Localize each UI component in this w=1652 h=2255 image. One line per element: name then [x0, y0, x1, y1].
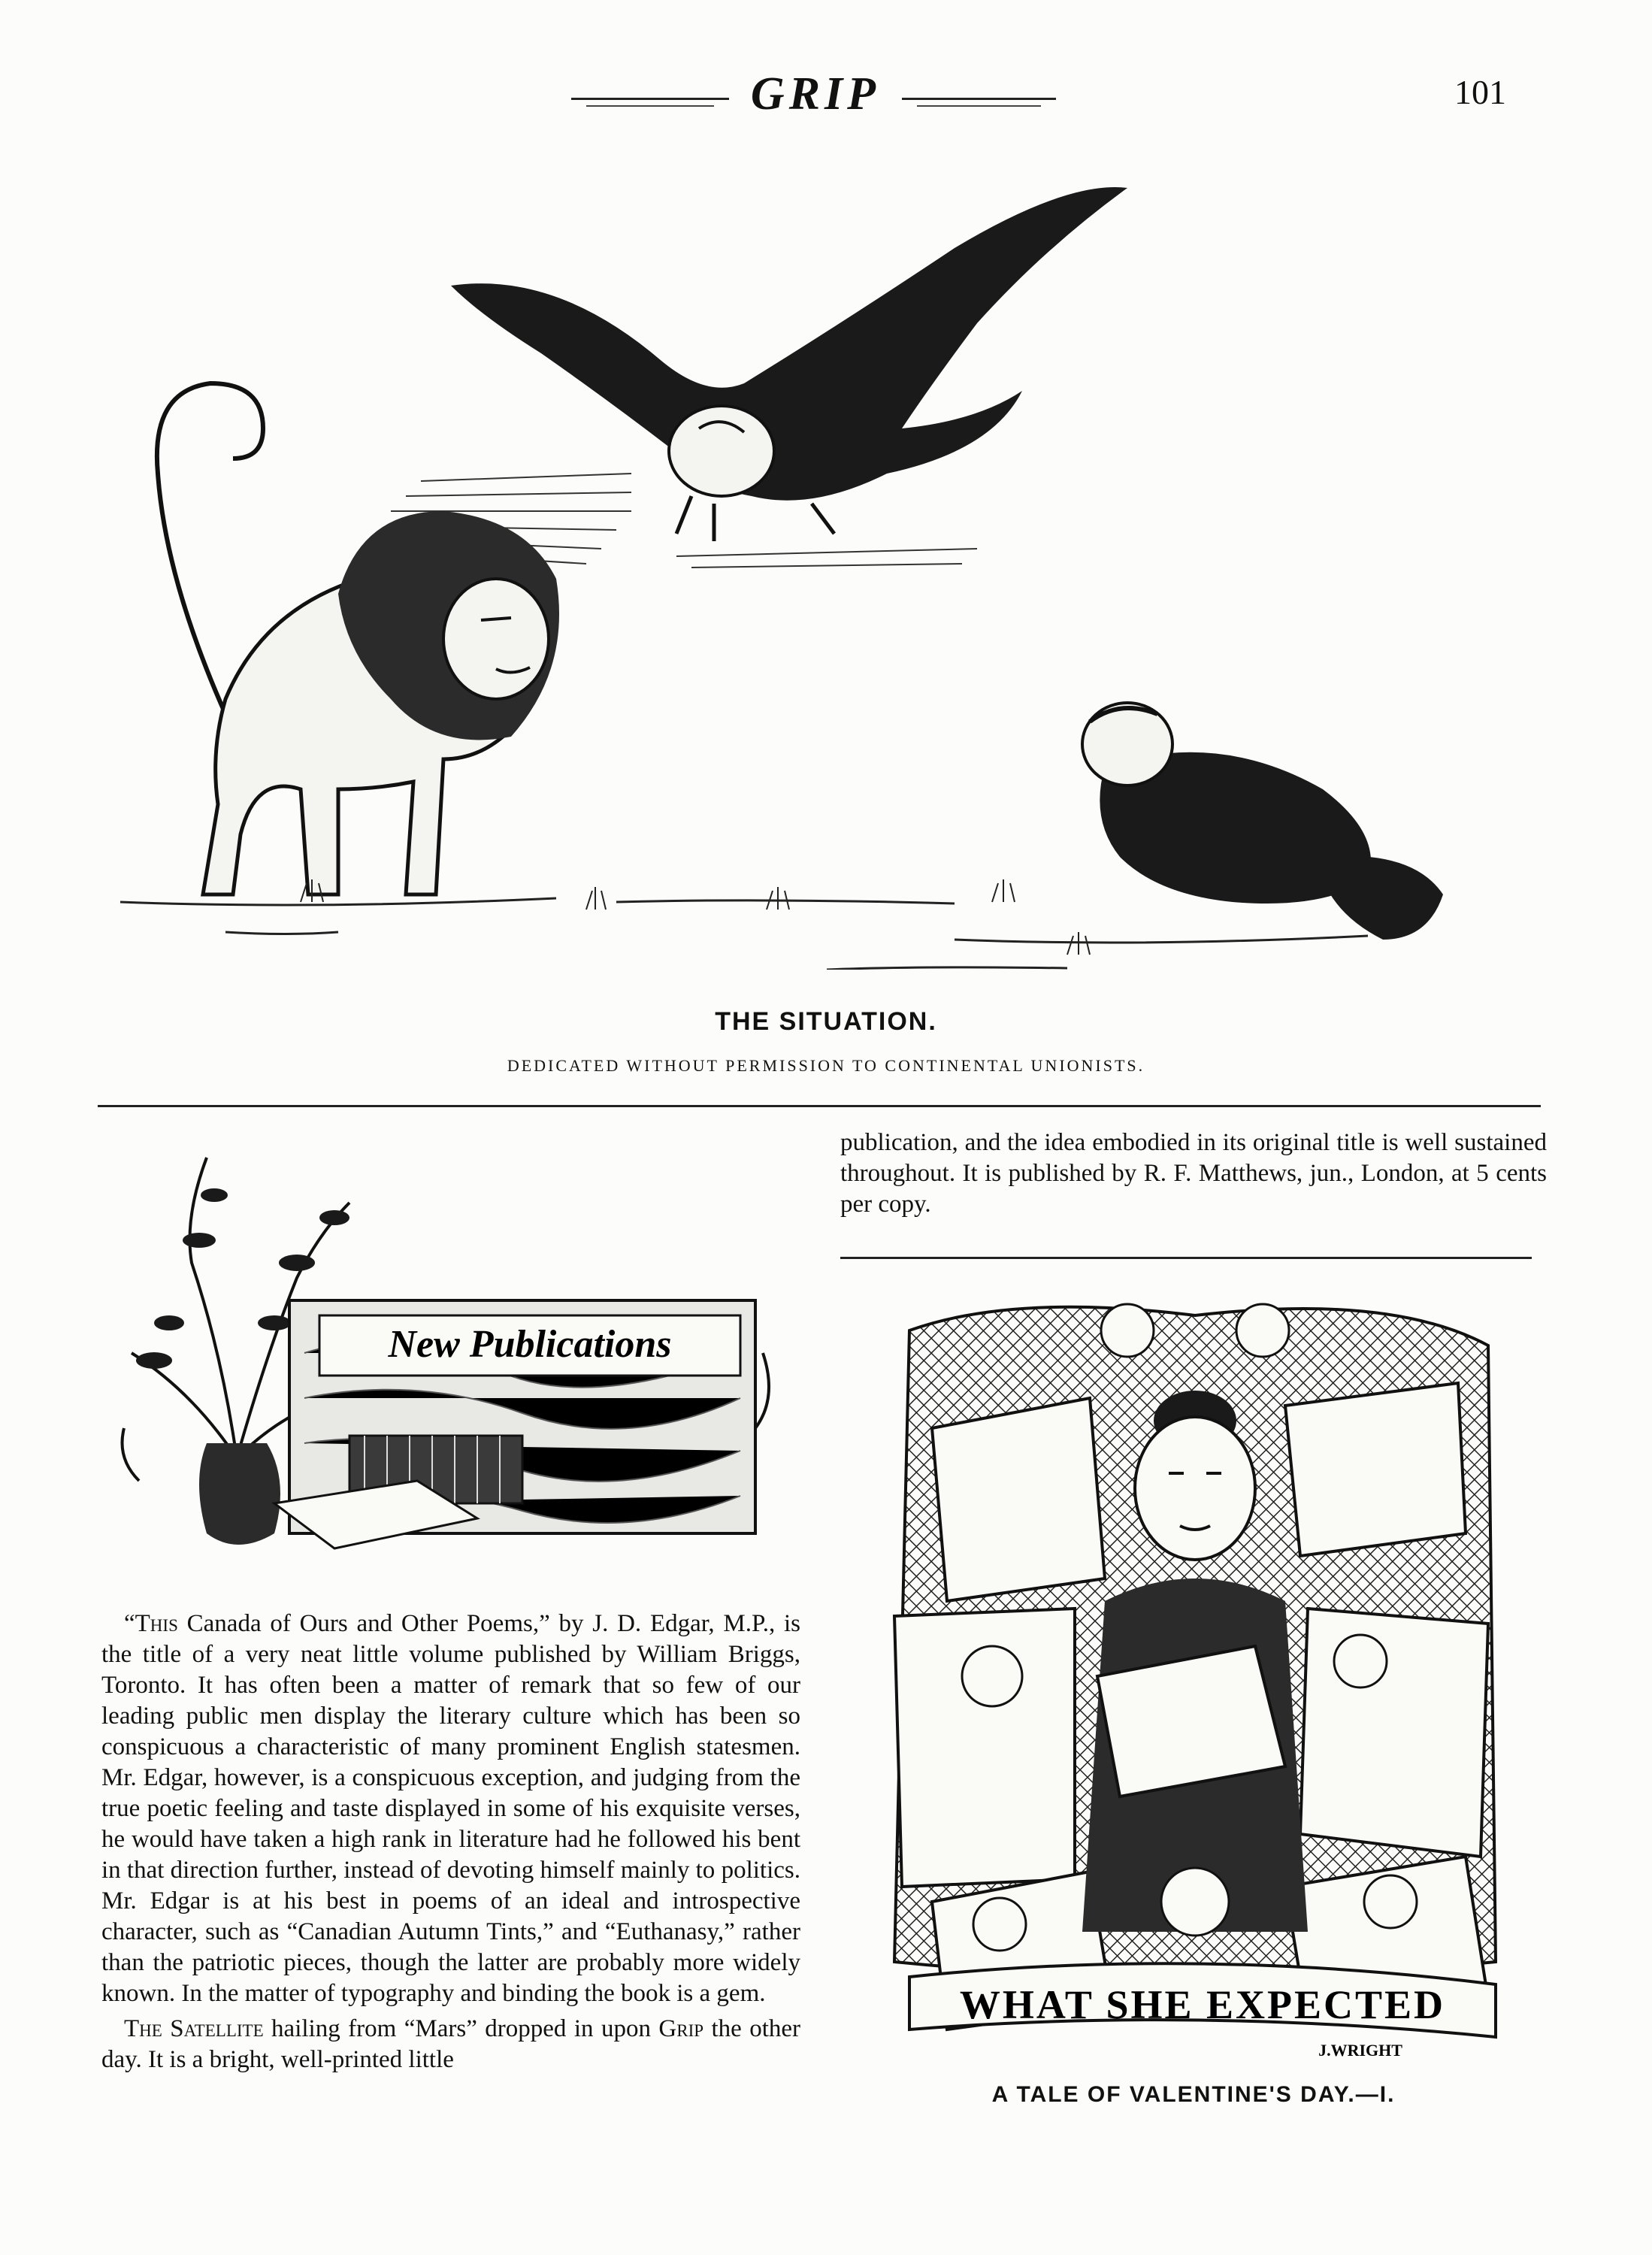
- lion-figure: [157, 383, 559, 894]
- ground-lines: [120, 898, 1368, 970]
- grip-mention: Grip: [658, 2015, 704, 2042]
- satellite-text: hailing from “Mars” dropped in upon: [263, 2015, 659, 2042]
- new-publications-illustration: [101, 1128, 778, 1594]
- masthead: [0, 68, 1652, 135]
- left-column-text: [101, 1609, 800, 2075]
- valentine-caption: A TALE OF VALENTINE'S DAY.—I.: [991, 2082, 1396, 2107]
- satellite-continuation: publication, and the idea embodied in its original title is well sustained throughout. It is published by R. F. Matthews, jun., London, at 5 cents per copy.: [840, 1129, 1547, 1218]
- masthead-rule-left: [571, 98, 729, 100]
- vase: [199, 1443, 280, 1545]
- ribbon-right: [755, 1353, 769, 1428]
- artist-signature: J.WRIGHT: [1318, 2041, 1402, 2060]
- right-column-divider: [840, 1257, 1532, 1259]
- satellite-text-end: the other day. It is a bright, well-printed little: [101, 2015, 801, 2073]
- valentine-illustration: [864, 1285, 1526, 2060]
- cartoon-illustration: [90, 158, 1488, 970]
- masthead-rule-right: [902, 98, 1056, 100]
- cartoon-the-situation: [90, 158, 1488, 970]
- page-number: 101: [1454, 73, 1506, 111]
- right-column-text: [840, 1128, 1547, 1220]
- cartoon-caption: THE SITUATION.: [715, 1007, 937, 1036]
- satellite-paragraph: [101, 2014, 800, 2075]
- review-paragraph: [101, 1609, 800, 2009]
- eagle-figure: [451, 187, 1127, 541]
- ribbon-left: [123, 1428, 140, 1481]
- masthead-title: GRIP: [750, 68, 881, 120]
- valentine-banner-text: WHAT SHE EXPECTED: [959, 1982, 1446, 2027]
- cartoon-subcaption: DEDICATED WITHOUT PERMISSION TO CONTINENTAL UNIONISTS.: [507, 1056, 1145, 1075]
- banner-text: New Publications: [388, 1323, 672, 1366]
- review-lead-words: “This: [124, 1610, 178, 1637]
- beaver-figure: [1082, 703, 1443, 940]
- valentine-cartoon: [864, 1285, 1526, 2060]
- section-divider: [98, 1105, 1541, 1107]
- review-body: Canada of Ours and Other Poems,” by J. D. Edgar, M.P., is the title of a very neat little volume published by William Briggs, Toronto. It has often been a matter of remark that so few of our leading public men display the literary culture which has been so conspicuous a characteristic of many prominent English statesmen. Mr. Edgar, however, is a conspicuous exception, and judging from the true poetic feeling and taste displayed in some of his exquisite verses, he would have taken a high rank in literature had he followed his bent in that direction further, instead of devoting himself mainly to politics. Mr. Edgar is at his best in poems of an ideal and introspective character, such as “Canadian Autumn Tints,” and “Euthanasy,” rather than the patriotic pieces, though the latter are probably more widely known. In the matter of typography and binding the book is a gem.: [101, 1610, 800, 2007]
- satellite-lead-words: The Satellite: [124, 2015, 264, 2042]
- new-publications-header-illustration: [101, 1128, 778, 1594]
